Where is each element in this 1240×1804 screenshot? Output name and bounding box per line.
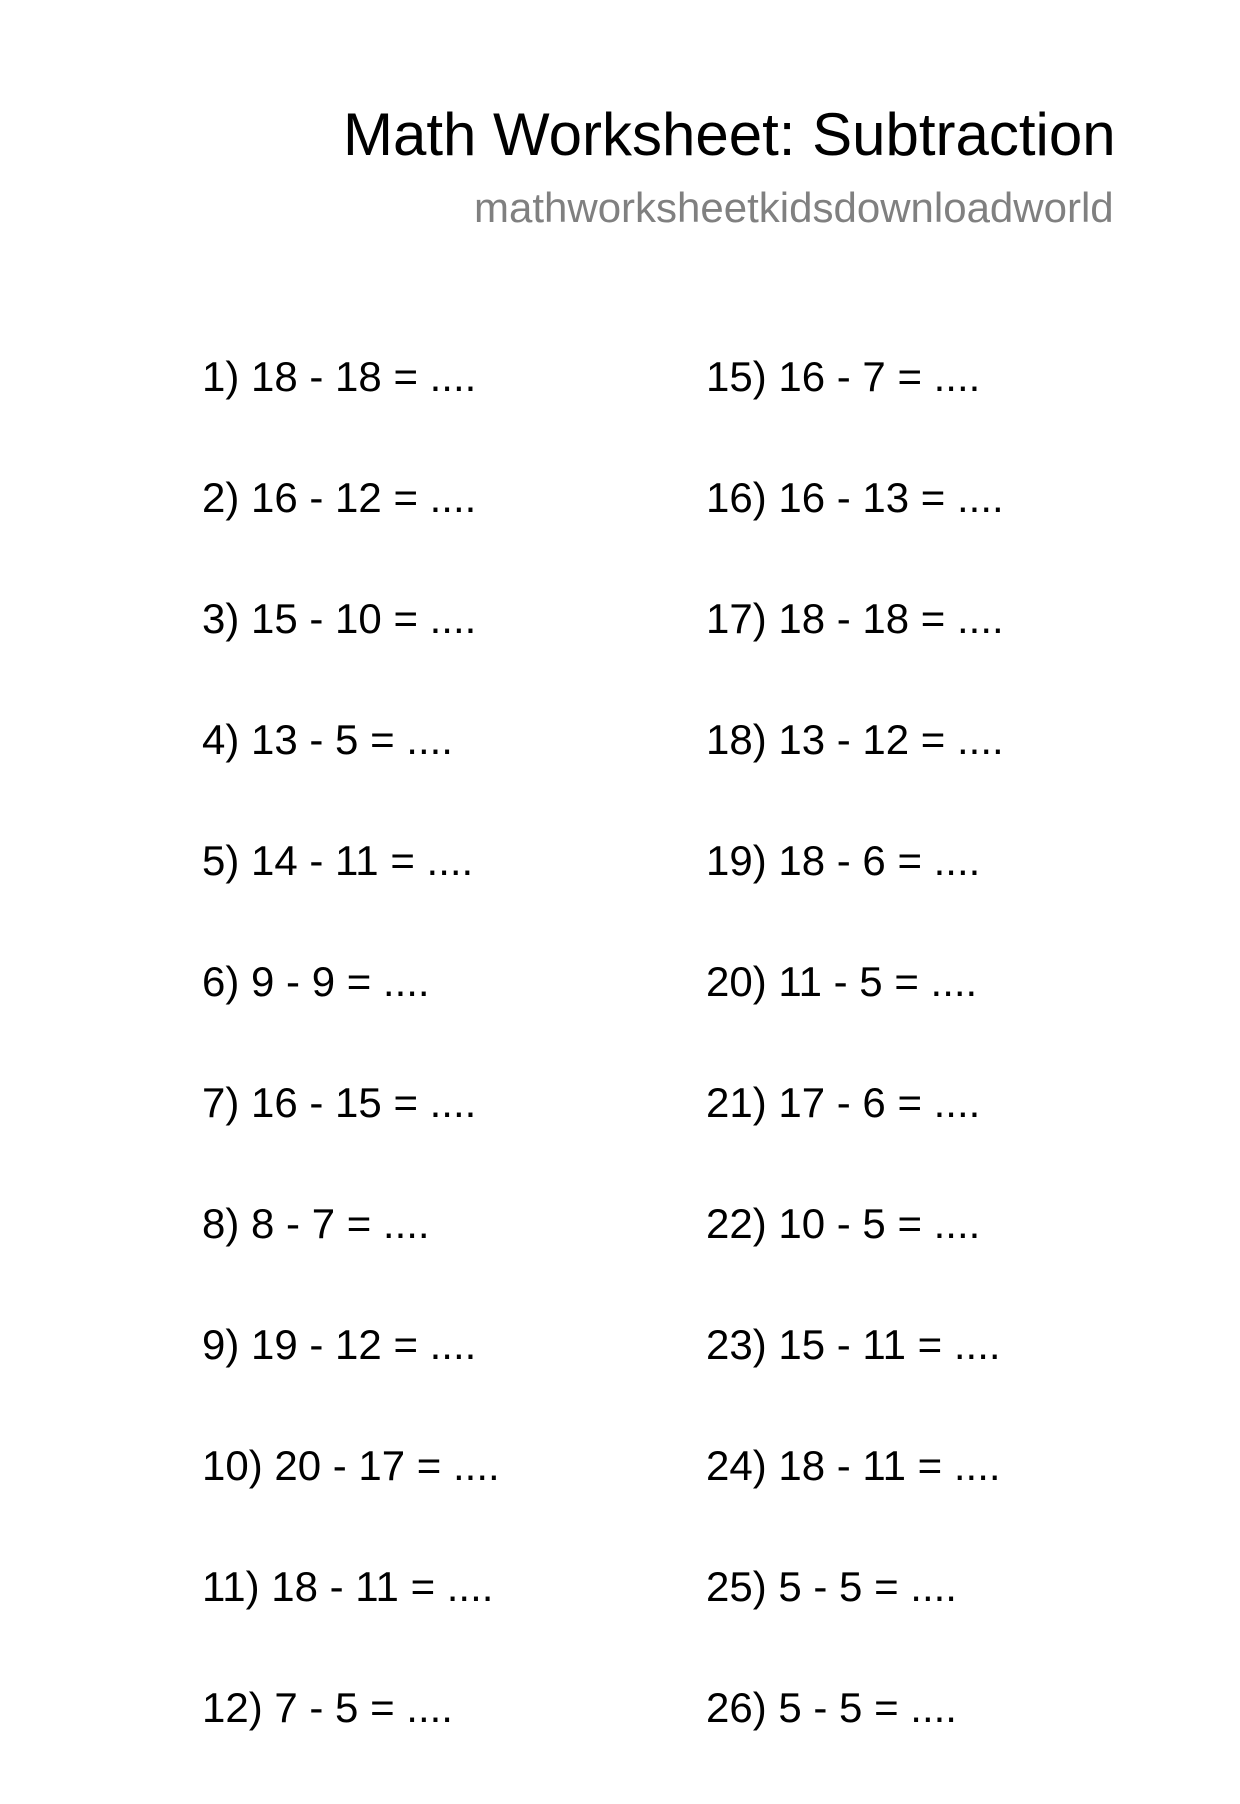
problem-16: 16) 16 - 13 = .... <box>706 474 1004 521</box>
problem-15: 15) 16 - 7 = .... <box>706 353 981 400</box>
problem-1: 1) 18 - 18 = .... <box>202 353 477 400</box>
worksheet-title: Math Worksheet: Subtraction <box>343 101 1116 168</box>
problem-24: 24) 18 - 11 = .... <box>706 1442 1001 1489</box>
problem-18: 18) 13 - 12 = .... <box>706 716 1004 763</box>
problem-8: 8) 8 - 7 = .... <box>202 1200 430 1247</box>
problem-23: 23) 15 - 11 = .... <box>706 1321 1001 1368</box>
problem-11: 11) 18 - 11 = .... <box>202 1563 494 1610</box>
problem-19: 19) 18 - 6 = .... <box>706 837 981 884</box>
problem-10: 10) 20 - 17 = .... <box>202 1442 500 1489</box>
problems-right-column <box>706 352 1186 1804</box>
problem-5: 5) 14 - 11 = .... <box>202 837 474 884</box>
problems-left-column <box>202 352 682 1804</box>
problem-12: 12) 7 - 5 = .... <box>202 1684 453 1731</box>
problem-20: 20) 11 - 5 = .... <box>706 958 978 1005</box>
problem-21: 21) 17 - 6 = .... <box>706 1079 981 1126</box>
problem-22: 22) 10 - 5 = .... <box>706 1200 981 1247</box>
problem-25: 25) 5 - 5 = .... <box>706 1563 957 1610</box>
problem-4: 4) 13 - 5 = .... <box>202 716 453 763</box>
problem-9: 9) 19 - 12 = .... <box>202 1321 477 1368</box>
problem-6: 6) 9 - 9 = .... <box>202 958 430 1005</box>
worksheet-subtitle: mathworksheetkidsdownloadworld <box>474 184 1114 231</box>
problem-17: 17) 18 - 18 = .... <box>706 595 1004 642</box>
problem-2: 2) 16 - 12 = .... <box>202 474 477 521</box>
problem-7: 7) 16 - 15 = .... <box>202 1079 477 1126</box>
problem-26: 26) 5 - 5 = .... <box>706 1684 957 1731</box>
problem-3: 3) 15 - 10 = .... <box>202 595 477 642</box>
